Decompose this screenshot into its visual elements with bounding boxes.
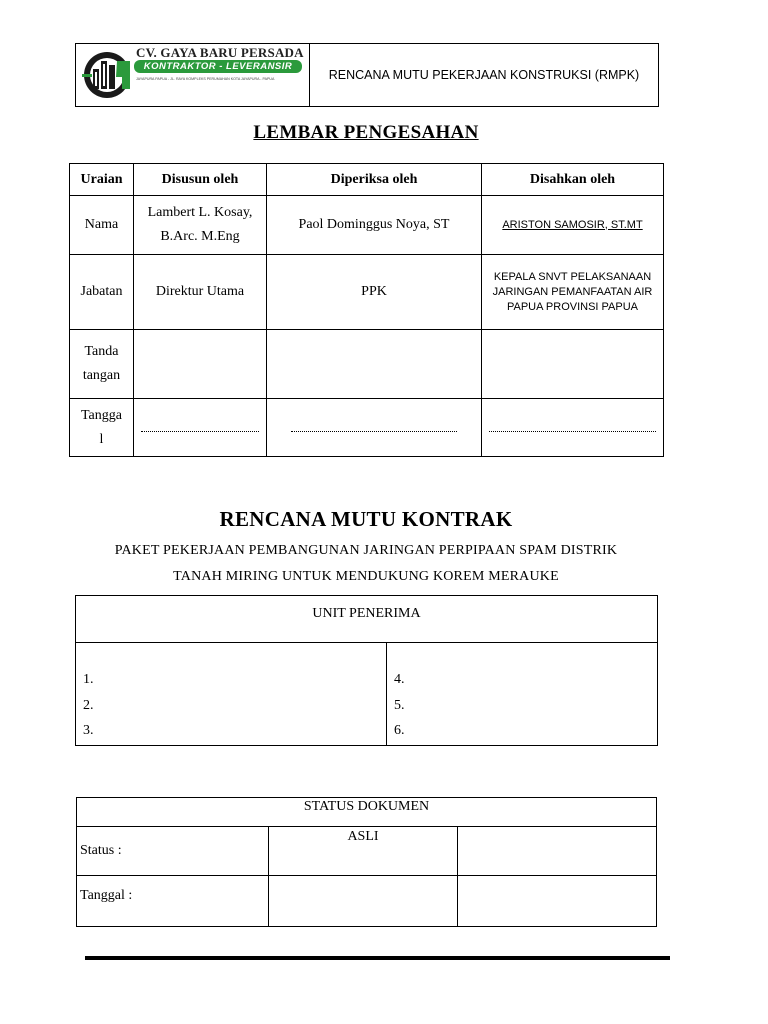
receiving-units-right <box>387 643 658 746</box>
signature-prepared-field[interactable] <box>134 330 267 399</box>
approval-sheet-title: LEMBAR PENGESAHAN <box>253 122 479 143</box>
header-diperiksa: Diperiksa oleh <box>267 164 482 196</box>
status-extra-field <box>458 827 657 876</box>
nama-label: Nama <box>70 196 134 255</box>
jabatan-checked: PPK <box>267 255 482 330</box>
unit-item: 5. <box>394 697 405 713</box>
document-status-header: STATUS DOKUMEN <box>77 798 657 827</box>
status-date-label: Tanggal : <box>77 876 269 927</box>
date-label-line2: l <box>99 431 104 447</box>
nama-approved <box>482 196 664 255</box>
header-disahkan: Disahkan oleh <box>482 164 664 196</box>
jabatan-label: Jabatan <box>70 255 134 330</box>
signature-approved-field[interactable] <box>482 330 664 399</box>
date-prepared-field[interactable] <box>134 399 267 457</box>
nama-prepared <box>134 196 267 255</box>
document-header <box>75 43 659 107</box>
approved-position-line3: PAPUA PROVINSI PAPUA <box>506 300 639 313</box>
approved-position-line2: JARINGAN PEMANFAATAN AIR <box>492 285 653 298</box>
signature-label-line1: Tanda <box>84 344 119 359</box>
jabatan-prepared: Direktur Utama <box>134 255 267 330</box>
unit-item: 2. <box>83 697 94 713</box>
nama-checked: Paol Dominggus Noya, ST <box>267 196 482 255</box>
header-disusun: Disusun oleh <box>134 164 267 196</box>
contract-subtitle-line1: PAKET PEKERJAAN PEMBANGUNAN JARINGAN PERPIPAAN SPAM DISTRIK <box>114 543 618 558</box>
unit-item: 3. <box>83 723 94 738</box>
prepared-name-line1: Lambert L. Kosay, <box>147 205 253 220</box>
unit-item: 4. <box>394 672 405 687</box>
contract-subtitle-line2: TANAH MIRING UNTUK MENDUKUNG KOREM MERAUKE <box>173 569 559 584</box>
approved-position-line1: KEPALA SNVT PELAKSANAAN <box>493 270 652 283</box>
row-tanggal <box>70 399 664 457</box>
approval-header-row <box>70 164 664 196</box>
dotted-line <box>141 431 259 432</box>
receiving-units-header: UNIT PENERIMA <box>76 596 658 643</box>
company-address: JAYAPURA PAPUA - JL. RAYA KOMPLEKS PERUMAHAN KOTA JAYAPURA - PAPUA <box>136 77 275 81</box>
signature-checked-field[interactable] <box>267 330 482 399</box>
status-label: Status : <box>77 827 269 876</box>
row-tanda-tangan <box>70 330 664 399</box>
company-name: CV. GAYA BARU PERSADA <box>136 45 304 60</box>
date-label <box>70 399 134 457</box>
footer-rule <box>85 956 670 960</box>
row-nama <box>70 196 664 255</box>
prepared-name-line2: B.Arc. M.Eng <box>160 229 240 244</box>
date-label-line1: Tangga <box>80 407 122 423</box>
document-status-table <box>76 797 657 927</box>
date-approved-field[interactable] <box>482 399 664 457</box>
date-checked-field[interactable] <box>267 399 482 457</box>
unit-item: 6. <box>394 723 405 738</box>
jabatan-approved <box>482 255 664 330</box>
contract-title: RENCANA MUTU KONTRAK <box>219 507 513 531</box>
signature-label-line2: tangan <box>82 368 121 383</box>
status-date-field[interactable] <box>269 876 458 927</box>
header-uraian: Uraian <box>70 164 134 196</box>
unit-item: 1. <box>83 672 94 687</box>
receiving-units-table <box>75 595 658 746</box>
signature-label <box>70 330 134 399</box>
document-title: RENCANA MUTU PEKERJAAN KONSTRUKSI (RMPK) <box>328 68 640 82</box>
status-value: ASLI <box>269 827 458 876</box>
company-logo-icon <box>82 47 132 103</box>
approval-table <box>69 163 664 457</box>
receiving-units-left <box>76 643 387 746</box>
company-tagline: KONTRAKTOR - LEVERANSIR <box>134 60 302 73</box>
company-logo-block <box>76 44 310 106</box>
status-date-extra-field <box>458 876 657 927</box>
dotted-line <box>489 431 656 432</box>
approved-name: ARISTON SAMOSIR, ST.MT <box>502 218 643 231</box>
row-jabatan <box>70 255 664 330</box>
dotted-line <box>291 431 457 432</box>
